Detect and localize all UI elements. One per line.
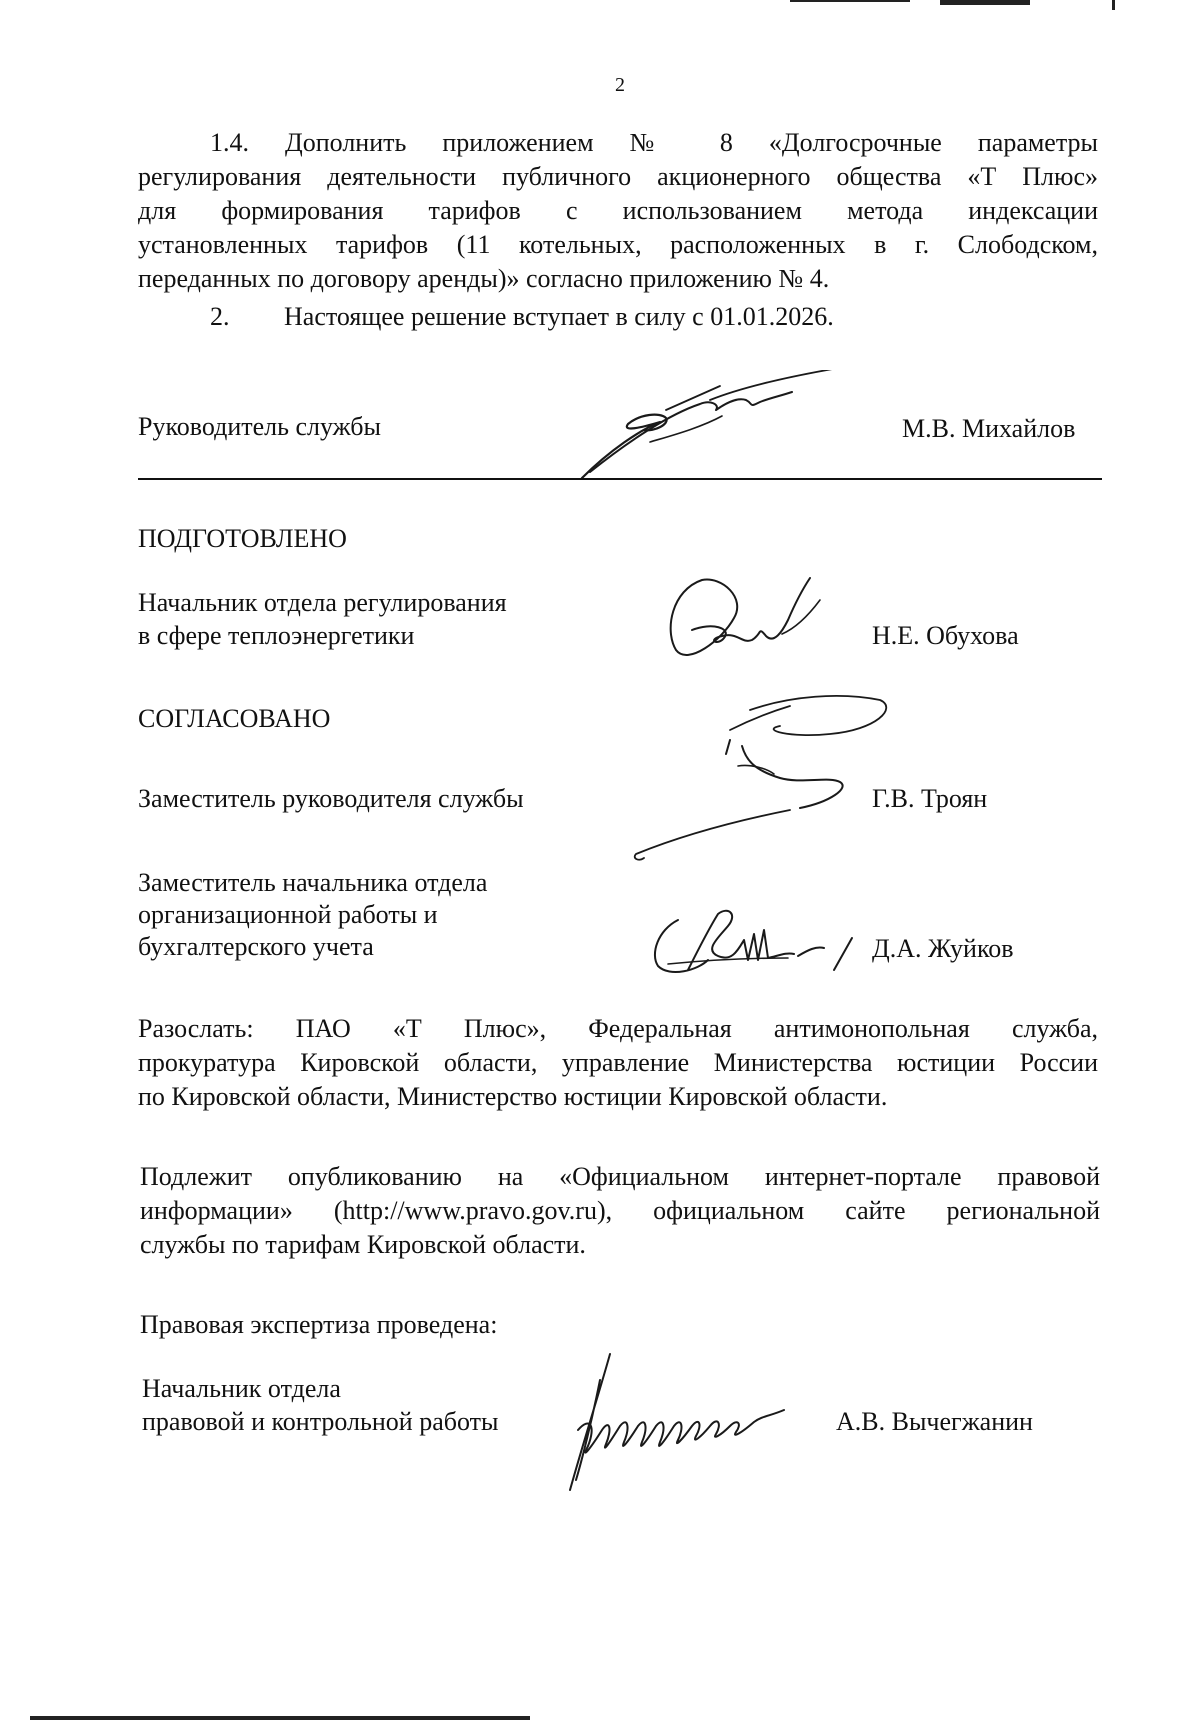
publication-line-2: информации» (http://www.pravo.gov.ru), официальном сайте региональной <box>140 1196 1100 1225</box>
scan-edge-bottom <box>30 1716 530 1720</box>
prepared-position-line-1: Начальник отдела регулирования <box>138 588 507 617</box>
clause-1-4-line-2: регулирования деятельности публичного акционерного общества «Т Плюс» <box>138 162 1098 191</box>
clause-1-4-line-3: для формирования тарифов с использованием метода индексации <box>138 196 1098 225</box>
clause-1-4-line-4: установленных тарифов (11 котельных, расположенных в г. Слободском, <box>138 230 1098 259</box>
deputy-head-position: Заместитель руководителя службы <box>138 784 524 813</box>
distribution-line-3: по Кировской области, Министерство юстиции Кировской области. <box>138 1082 888 1111</box>
clause-2-number: 2. <box>210 302 230 331</box>
deputy-chief-name: Д.А. Жуйков <box>872 934 1014 963</box>
legal-review-heading: Правовая экспертиза проведена: <box>140 1310 498 1339</box>
head-signature-image <box>570 370 860 490</box>
deputy-head-signature-image <box>630 690 890 870</box>
deputy-head-name: Г.В. Троян <box>872 784 988 813</box>
distribution-block <box>138 1012 1098 1114</box>
page-number: 2 <box>615 74 625 96</box>
head-name: М.В. Михайлов <box>902 414 1076 443</box>
legal-review-signature-image <box>540 1350 800 1500</box>
distribution-line-1: Разослать: ПАО «Т Плюс», Федеральная антимонопольная служба, <box>138 1014 1098 1043</box>
legal-review-position-line-2: правовой и контрольной работы <box>142 1407 499 1436</box>
prepared-position-line-2: в сфере теплоэнергетики <box>138 621 415 650</box>
prepared-name: Н.Е. Обухова <box>872 621 1019 650</box>
legal-review-name: А.В. Вычегжанин <box>836 1407 1033 1436</box>
legal-review-position-line-1: Начальник отдела <box>142 1374 341 1403</box>
prepared-signature-image <box>662 570 832 670</box>
scan-edge-top <box>940 0 1030 5</box>
clause-1-4 <box>138 126 1098 296</box>
scan-edge-top-left-fragment <box>790 0 910 2</box>
publication-line-3: службы по тарифам Кировской области. <box>140 1230 586 1259</box>
publication-block <box>140 1160 1100 1262</box>
clause-1-4-line-5: переданных по договору аренды)» согласно приложению № 4. <box>138 264 830 293</box>
distribution-line-2: прокуратура Кировской области, управление Министерства юстиции России <box>138 1048 1098 1077</box>
clause-1-4-line-1: 1.4. Дополнить приложением № 8 «Долгосрочные параметры <box>210 128 1098 157</box>
agreed-heading: СОГЛАСОВАНО <box>138 704 331 733</box>
deputy-chief-signature-image <box>648 900 858 980</box>
deputy-chief-position-line-1: Заместитель начальника отдела <box>138 868 488 897</box>
prepared-heading: ПОДГОТОВЛЕНО <box>138 524 347 553</box>
head-signature-underline <box>138 478 1102 480</box>
head-position: Руководитель службы <box>138 412 381 441</box>
publication-line-1: Подлежит опубликованию на «Официальном интернет-портале правовой <box>140 1162 1100 1191</box>
deputy-chief-position-line-3: бухгалтерского учета <box>138 932 374 961</box>
scan-edge-top-right-tick <box>1112 0 1115 10</box>
clause-2-text: Настоящее решение вступает в силу с 01.01.2026. <box>284 302 834 331</box>
deputy-chief-position-line-2: организационной работы и <box>138 900 438 929</box>
